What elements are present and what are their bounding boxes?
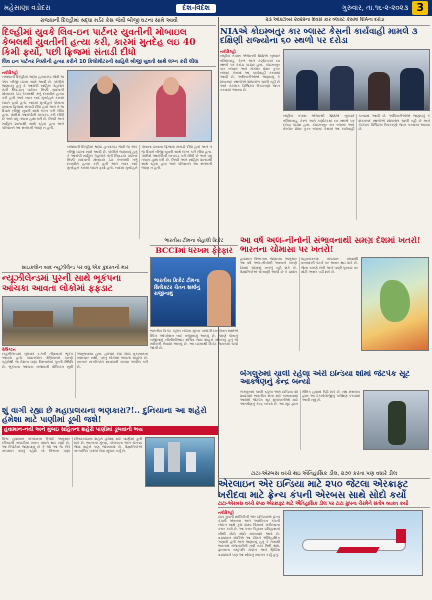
nia-body-col1: રાષ્ટ્રીય તપાસ એજન્સી NIAએ બુધવારે તમિલનાડુ, કેરળ અને કર્ણાટકમાં ૬૦ સ્થળો પર દરોડા પાડ્યા હતા. કોઇમ્બતુર કાર બ્લાસ્ટ અને મેંગ્લોર પ્રેશર કુકર બ્લાસ્ટ કેસમાં આ કાર્યવાહી કરવામાં આવી છે. અધિકારીઓએ જણાવ્યું કે શંકાસ્પદ સ્થળોએ શોધખોળ ચાલી રહી છે અને કેટલાક ડિજિટલ ઉપકરણો જપ્ત કરવામાં આવ્યા છે.: [220, 54, 280, 92]
nia-kicker: ૨૩ ઓક્ટોબર ૨૦૨૨ના દિવસે કાર બ્લાસ્ટ કેસમાં NIAના દરોડા: [220, 17, 430, 26]
elnino-body: હવામાન વિભાગના જણાવ્યા અનુસાર આ વર્ષે અલ-નીનોની અસરને કારણે દેશમાં ચોમાસું નબળું રહી શકે છે. વૈજ્ઞાનિકોએ ચેતવણી આપી છે કે પ્રશાંત મહાસાગરમાં તાપમાન વધવાથી વરસાદની પેટર્ન પર અસર થઇ શકે છે. જેના કારણે ખેતી અને પાણી પુરવઠા પર મોટી અસર પડી શકે છે.: [240, 257, 358, 274]
delhi-body-col2: રાજધાની દિલ્હીમાં શ્રદ્ધા હત્યાકાંડ જેવી જ એક બીજી ઘટના સામે આવી છે. પોલીસે જણાવ્યું હતું કે આરોપી સાહિલ ગેહલોતે તેની લિવ-ઇન પાર્ટનર નિક્કી યાદવની મોબાઇલ ડેટા કેબલથી ગળું દબાવીને હત્યા કરી હતી અને ત્યાર બાદ મૃતદેહને કારમાં લઇને ફર્યો હતો. બાદમાં મૃતદેહને પોતાના ઢાબાના ફ્રિજમાં સંતાડી દીધો હતો અને તે જ દિવસે બીજી યુવતી સાથે લગ્ન કરી લીધા હતા. પોલીસે આરોપીની ધરપકડ કરી લીધી છે અને વધુ તપાસ હાથ ધરી છે. નિક્કી અને સાહિલ ૨૦૧૮થી સાથે રહેતા હતા અને પરિવારને આ સંબંધની જાણ ન હતી.: [67, 145, 212, 171]
airindia-body-col1: ટાટા ગ્રુપની માલિકીની એર ઇન્ડિયાએ ફ્રેન્ચ કંપની એરબસ અને અમેરિકન કંપની બોઇંગ સાથે કુલ ૪૭૦ વિમાનો ખરીદવાના કરાર કર્યા છે. આ કરાર ઉડ્ડયન ઇતિહાસનો સૌથી મોટો સોદો માનવામાં આવે છે. વડાપ્રધાન મોદીએ આ ડીલને ઐતિહાસિક ગણાવી હતી અને જણાવ્યું હતું કે તેનાથી ભારતમાં રોજગારીની નવી તકો ઉભી થશે. ફ્રાન્સના રાષ્ટ્રપતિ મેક્રોન અને બ્રિટિશ વડાપ્રધાને પણ આ સોદાનું સ્વાગત કર્યું હતું.: [218, 514, 280, 557]
jetpack-photo: [363, 390, 429, 450]
elnino-map-photo: [361, 257, 429, 351]
issue-date: ગુરુવાર, તા.૧૬-૨-૨૦૨૩: [341, 3, 409, 12]
bcci-photo-caption: ભારતીય ક્રિકેટ ટીમના સિલેક્ટર ચેતન શર્માનું રાજીનામું: [154, 278, 201, 298]
mahapralay-subheadline: હવામાન-નવી અને મુંબઇ સહિતના શહેરો પાણીમાં ડૂબવાનો ભય: [2, 426, 218, 435]
airindia-dateline: નવીદિલ્હી: [218, 509, 234, 515]
section-name: દેશ-વિદેશ: [176, 4, 215, 13]
nia-headline[interactable]: NIAએ કોઇમ્બતુર કાર બ્લાસ્ટ કેસની કાર્યવાહી મામલે ૩ દક્ષિણી રાજ્યોના ૬૦ સ્થળો પર દરોડા: [220, 26, 418, 47]
page-number: 3: [412, 1, 428, 15]
delhi-kicker: રાજધાની દિલ્હીમાં શ્રદ્ધા મર્ડર કેસ જેવી બીજી ઘટના સામે આવી: [2, 17, 216, 26]
bcci-kicker: ભારતીય ટીમના બેહાલી ક્રિકેટ: [150, 237, 238, 246]
bcci-headline[interactable]: BCCIમાં ધરખમ ફેરફાર: [155, 246, 233, 255]
masthead: [0, 0, 432, 16]
elnino-story: [240, 236, 430, 368]
nz-dateline: વેલિંગ્ટન: [2, 347, 16, 352]
bcci-body: ભારતીય ક્રિકેટ કંટ્રોલ બોર્ડના મુખ્ય પસંદગીકાર ચેતન શર્માએ સ્ટિંગ ઓપરેશન બાદ રાજીનામું આપ્યું છે. તેમણે પોતાનું રાજીનામું બીસીસીઆઇ સચિવ જય શાહને મોકલ્યું હતું જે સ્વીકારી લેવામાં આવ્યું છે. આ ઘટનાથી ક્રિકેટ જગતમાં ચર્ચા જાગી છે.: [150, 329, 238, 351]
airindia-story: [2, 470, 430, 598]
nz-kicker: સાઇકલોન બાદ ન્યૂઝીલેન્ડ પર વધુ એક કુદરતનો માર: [2, 264, 148, 273]
bengaluru-body: બેંગલુરુમાં ચાલી રહેલા એરો ઇન્ડિયા શો ૨૦૨૩માં ભારતીય સેના માટે બનાવવામાં આવેલો જેટપેક સૂટ મુલાકાતીઓ માટે આકર્ષણનું કેન્દ્ર બન્યો છે. આ સૂટ દ્વારા સૈનિક હવામાં ઉડી શકે છે. રક્ષા મંત્રાલય દ્વારા આ ટેકનોલોજીનું પરીક્ષણ કરવામાં આવી રહ્યું છે.: [240, 389, 360, 407]
edition-name: મહેસાણા વડોદરા: [4, 3, 51, 12]
airindia-plane-photo: [283, 510, 423, 576]
nz-body: ન્યૂઝીલેન્ડમાં બુધવારે ૬.૧ની તીવ્રતાનો ભૂકંપ આવ્યો હતો. સાઇક્લોન ગેબ્રિયલને કારણે પહેલેથી જ દેશના ઘણા વિસ્તારોમાં પુરની સ્થિતિ છે. ભૂકંપના આંચકા રાજધાની વેલિંગ્ટન સુધી અનુભવાયા હતા. હાલમાં કોઇ મોટા નુકસાનના સમાચાર નથી, પરંતુ લોકોમાં ભયનો માહોલ છે. સરકારે નાગરિકોને સાવધાની રાખવા અપીલ કરી છે.: [2, 352, 148, 369]
airindia-subheadline: ટાટા-એરબસ વચ્ચે ૨૫૦ એરક્રાફ્ટ માટે ઐતિહાસિક ડીલ પર ટાટા ગ્રુપના ચેરમેને સંતોષ વ્યક્ત કર્યો: [218, 501, 430, 508]
bcci-story: [150, 237, 238, 417]
airindia-kicker: ટાટા-એરબસ વચ્ચે થઇ ઐતિહાસિક ડીલ, ૨૭૦ કરતા પણ વધારે ડીલ: [218, 470, 430, 479]
nia-story: [220, 17, 430, 234]
nia-body-col2: રાષ્ટ્રીય તપાસ એજન્સી NIAએ બુધવારે તમિલનાડુ, કેરળ અને કર્ણાટકમાં ૬૦ સ્થળો પર દરોડા પાડ્યા હતા. કોઇમ્બતુર કાર બ્લાસ્ટ અને મેંગ્લોર પ્રેશર કુકર બ્લાસ્ટ કેસમાં આ કાર્યવાહી કરવામાં આવી છે. અધિકારીઓએ જણાવ્યું કે શંકાસ્પદ સ્થળોએ શોધખોળ ચાલી રહી છે અને કેટલાક ડિજિટલ ઉપકરણો જપ્ત કરવામાં આવ્યા છે.: [283, 114, 430, 131]
nia-raid-photo: [283, 49, 430, 111]
nz-flood-photo: [2, 296, 148, 346]
mahapralay-headline[interactable]: શું વાગી રહ્યા છે મહાપ્રલયના ભણકારા?!.. દુનિયાના આ શહેરો હંમેશા માટે પાણીમાં ડૂબી જશે!: [2, 406, 207, 424]
delhi-dateline: નવીદિલ્હી: [2, 70, 18, 76]
delhi-couple-photo: [67, 70, 212, 142]
delhi-body-col1: રાજધાની દિલ્હીમાં શ્રદ્ધા હત્યાકાંડ જેવી જ એક બીજી ઘટના સામે આવી છે. પોલીસે જણાવ્યું હતું કે આરોપી સાહિલ ગેહલોતે તેની લિવ-ઇન પાર્ટનર નિક્કી યાદવની મોબાઇલ ડેટા કેબલથી ગળું દબાવીને હત્યા કરી હતી અને ત્યાર બાદ મૃતદેહને કારમાં લઇને ફર્યો હતો. બાદમાં મૃતદેહને પોતાના ઢાબાના ફ્રિજમાં સંતાડી દીધો હતો અને તે જ દિવસે બીજી યુવતી સાથે લગ્ન કરી લીધા હતા. પોલીસે આરોપીની ધરપકડ કરી લીધી છે અને વધુ તપાસ હાથ ધરી છે. નિક્કી અને સાહિલ ૨૦૧૮થી સાથે રહેતા હતા અને પરિવારને આ સંબંધની જાણ ન હતી.: [2, 75, 64, 130]
airindia-headline[interactable]: એરલાઇન એર ઇન્ડિયા માટે ૨૫૦ જેટલા એરક્રાફ્ટ ખરીદવા માટે ફ્રેન્ચ કંપની એરબસ સાથે સોદો કર્યો: [218, 479, 409, 501]
nz-story: [2, 264, 148, 404]
bengaluru-headline[interactable]: બેંગલુરુમાં ચાલી રહેલા એરો ઇન્ડિયા શોમાં જેટપેક સૂટ આકર્ષણનું કેન્દ્ર બન્યો: [240, 370, 410, 387]
delhi-story: [2, 17, 216, 262]
elnino-headline[interactable]: આ વર્ષ અલ-નીનોની સંભાવનાથી સમગ્ર દેશમાં ખતરો! ભારતના ચોમાસા પર ખતરો!: [240, 236, 421, 255]
delhi-subheadline: લિવ ઇન પાર્ટનર નિક્કીની હત્યા કરીને 10 કિલોમીટરની સાહિલે બીજી યુવતી સાથે લગ્ન કરી લીધા: [2, 59, 216, 67]
delhi-headline[interactable]: દિલ્હીમાં યુવકે લિવ-ઇન પાર્ટનર યુવતીની મોબાઇલ કેબલથી યુવતીની હત્યા કરી, કારમાં મુતદેહ લઇ 40 કિમી ફર્યો, પછી ફ્રિજમાં સંતાડી દીધો: [2, 27, 196, 59]
mahapralay-body: વિશ્વ હવામાન સંગઠનના રિપોર્ટ અનુસાર દરિયાની સપાટીમાં સતત વધારો થઇ રહ્યો છે. આ રિપોર્ટમાં જણાવાયું છે કે જો આ જ રીતે તાપમાન વધતું રહેશે તો વિશ્વના ઘણા દરિયાકાંઠાના શહેરો હંમેશા માટે પાણીમાં ડૂબી શકે છે. ભારતના મુંબઇ, કોલકાતા અને ચેન્નઇ જેવા શહેરો પણ જોખમમાં છે. વૈજ્ઞાનિકોએ તાત્કાલિક પગલાં લેવા સૂચન કર્યું છે.: [2, 436, 142, 454]
nia-dateline: નવીદિલ્હી: [220, 49, 236, 55]
bcci-photo: [150, 257, 236, 327]
nz-headline[interactable]: ન્યૂઝીલેન્ડમાં પુરની સાથે ભૂકંપના આંચકા આવતા લોકોમાં ફફડાટ: [2, 274, 121, 294]
bengaluru-story: [240, 370, 430, 468]
